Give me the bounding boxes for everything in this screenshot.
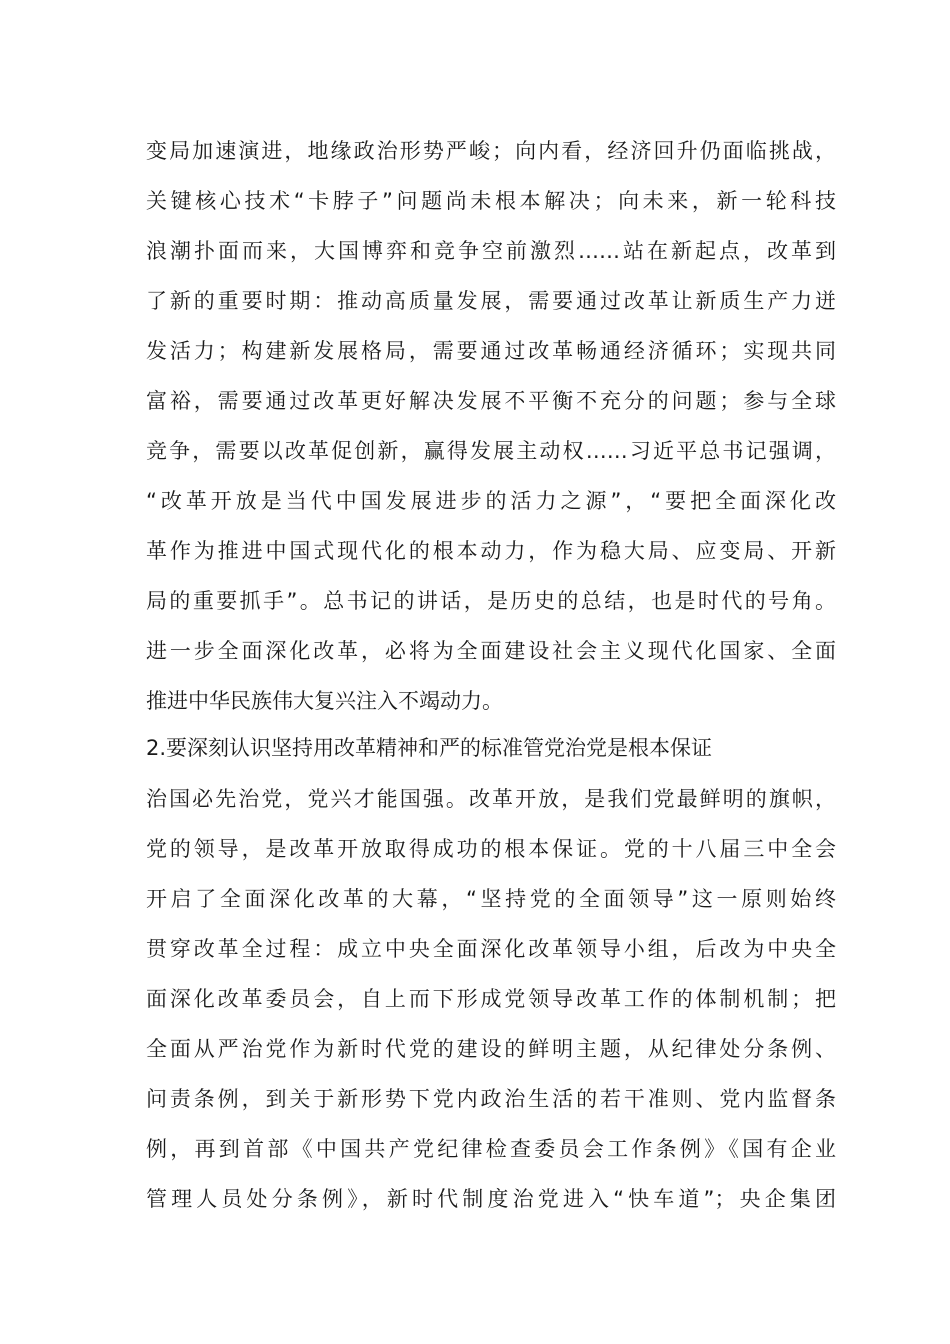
text-line: 富裕，需要通过改革更好解决发展不平衡不充分的问题；参与全球 (146, 389, 836, 413)
text-line: 发活力；构建新发展格局，需要通过改革畅通经济循环；实现共同 (146, 339, 836, 363)
text-line: 全面从严治党作为新时代党的建设的鲜明主题，从纪律处分条例、 (146, 1037, 836, 1061)
text-line: 变局加速演进，地缘政治形势严峻；向内看，经济回升仍面临挑战， (146, 139, 836, 163)
text-line: 竞争，需要以改革促创新，赢得发展主动权……习近平总书记强调， (146, 439, 836, 463)
text-line: 例，再到首部《中国共产党纪律检查委员会工作条例》《国有企业 (146, 1137, 836, 1161)
text-line: 进一步全面深化改革，必将为全面建设社会主义现代化国家、全面 (146, 639, 836, 663)
text-line: “改革开放是当代中国发展进步的活力之源”，“要把全面深化改 (146, 489, 836, 513)
text-line: 局的重要抓手”。总书记的讲话，是历史的总结，也是时代的号角。 (146, 589, 836, 613)
text-line: 党的领导，是改革开放取得成功的根本保证。党的十八届三中全会 (146, 837, 836, 861)
section-heading: 2.要深刻认识坚持用改革精神和严的标准管党治党是根本保证 (146, 736, 713, 760)
text-line: 贯穿改革全过程：成立中央全面深化改革领导小组，后改为中央全 (146, 937, 836, 961)
text-line: 开启了全面深化改革的大幕，“坚持党的全面领导”这一原则始终 (146, 887, 836, 911)
text-line: 面深化改革委员会，自上而下形成党领导改革工作的体制机制；把 (146, 987, 836, 1011)
text-line: 了新的重要时期：推动高质量发展，需要通过改革让新质生产力迸 (146, 289, 836, 313)
text-line: 治国必先治党，党兴才能国强。改革开放，是我们党最鲜明的旗帜， (146, 787, 836, 811)
text-line: 革作为推进中国式现代化的根本动力，作为稳大局、应变局、开新 (146, 539, 836, 563)
text-line: 浪潮扑面而来，大国博弈和竞争空前激烈……站在新起点，改革到 (146, 239, 836, 263)
text-line: 推进中华民族伟大复兴注入不竭动力。 (146, 689, 503, 713)
text-line: 关键核心技术“卡脖子”问题尚未根本解决；向未来，新一轮科技 (146, 189, 836, 213)
text-line: 管理人员处分条例》，新时代制度治党进入“快车道”；央企集团 (146, 1187, 836, 1211)
text-line: 问责条例，到关于新形势下党内政治生活的若干准则、党内监督条 (146, 1087, 836, 1111)
